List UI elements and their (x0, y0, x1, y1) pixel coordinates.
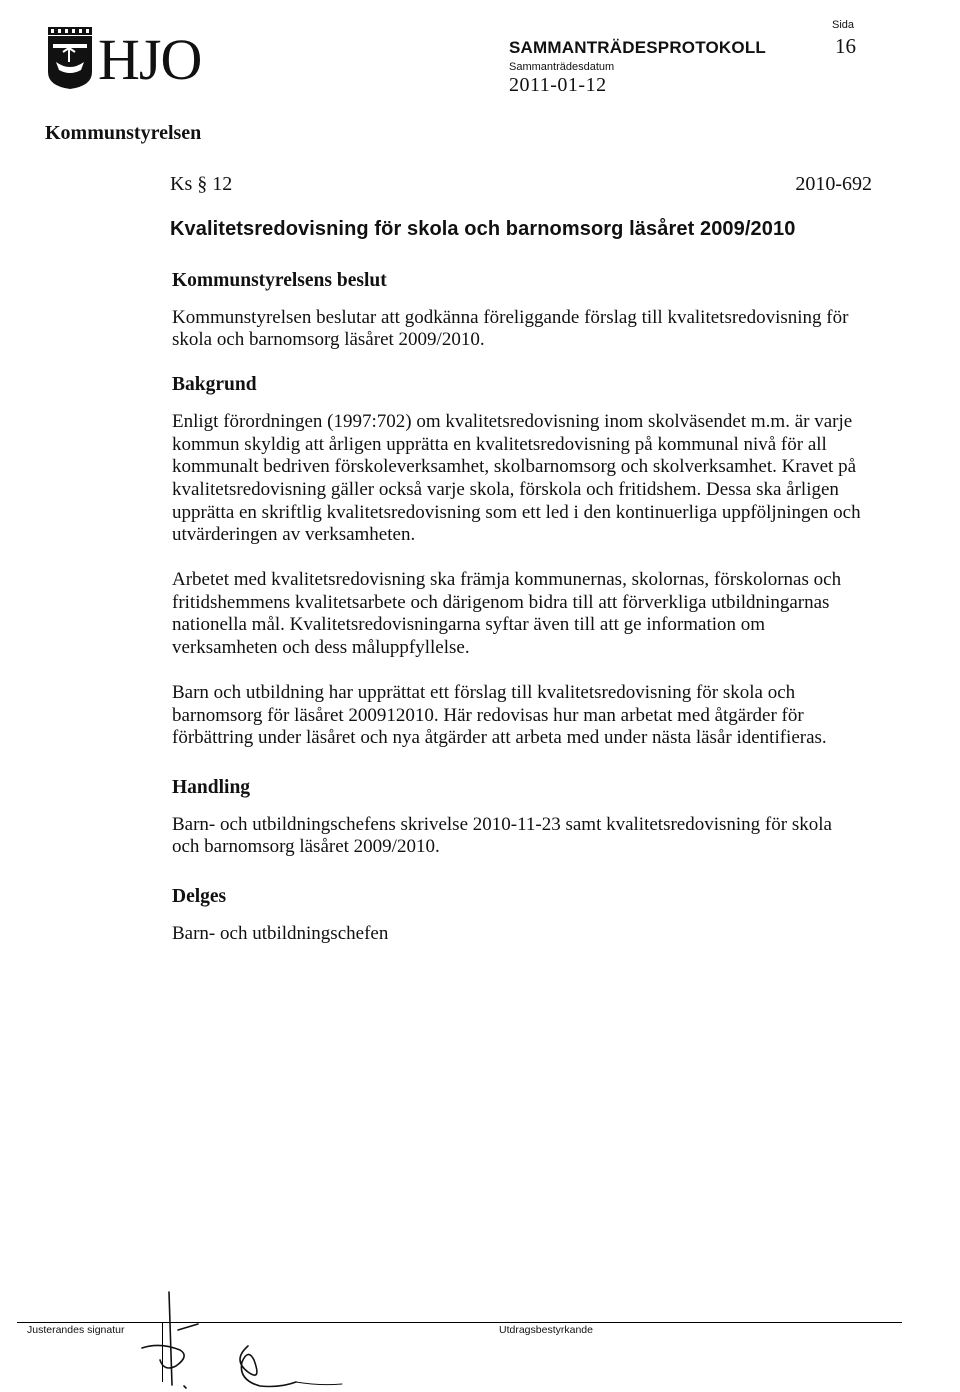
minutes-body (172, 270, 862, 945)
page-label: Sida (832, 19, 855, 31)
case-section-id: Ks § 12 (170, 173, 233, 195)
decision-heading: Kommunstyrelsens beslut (172, 270, 387, 291)
background-heading: Bakgrund (172, 374, 257, 396)
handling-heading: Handling (172, 776, 251, 798)
handwritten-signature-icon (130, 1290, 360, 1392)
board-name: Kommunstyrelsen (45, 122, 202, 144)
case-title: Kvalitetsredovisning för skola och barnomsorg läsåret 2009/2010 (170, 218, 796, 240)
meeting-date: 2011-01-12 (509, 74, 607, 96)
decision-text: Kommunstyrelsen beslutar att godkänna föreliggande förslag till kvalitetsredovisning för skola och barnomsorg läsåret 2009/2010. (172, 306, 849, 351)
page-number: 16 (835, 34, 856, 58)
document-type: SAMMANTRÄDESPROTOKOLL (509, 38, 766, 57)
case-reference-number: 2010-692 (795, 173, 872, 195)
meeting-date-label: Sammanträdesdatum (509, 61, 615, 73)
signature-label: Justerandes signatur (27, 1324, 125, 1336)
hjo-coat-of-arms-icon (47, 26, 93, 90)
background-paragraph: Enligt förordningen (1997:702) om kvalitetsredovisning inom skolväsendet m.m. är varje kommun skyldig att årligen upprätta en kvalitetsredovisning på kommunal nivå för all kommunalt bedriven förskoleverksamhet, skolbarnomsorg och skolverksamhet. Kravet på kvalitetsredovisning gäller också varje skola, förskola och fritidshem. Dessa ska årligen upprätta en skriftlig kvalitetsredovisning som ett led i den kontinuerliga uppföljningen och utvärderingen av verksamheten. (172, 410, 861, 546)
distribution-text: Barn- och utbildningschefen (172, 922, 389, 944)
handling-text: Barn- och utbildningschefens skrivelse 2010-11-23 samt kvalitetsredovisning för skola och barnomsorg läsåret 2009/2010. (172, 813, 832, 858)
distribution-heading: Delges (172, 886, 227, 908)
background-paragraph: Barn och utbildning har upprättat ett förslag till kvalitetsredovisning för skola och barnomsorg för läsåret 200912010. Här redovisas hur man arbetat med åtgärder för förbättring under läsåret och nya åtgärder att arbeta med under nästa läsår identifieras. (172, 681, 827, 749)
extract-certification-label: Utdragsbestyrkande (499, 1324, 593, 1336)
background-paragraph: Arbetet med kvalitetsredovisning ska främja kommunernas, skolornas, förskolornas och fritidshemmens kvalitetsarbete och därigenom bidra till att förverkliga utbildningarnas nationella mål. Kvalitetsredovisningarna syftar även till att ge information om verksamheten och dess måluppfyllelse. (172, 569, 842, 659)
municipality-logo-text: HJO (98, 27, 202, 92)
